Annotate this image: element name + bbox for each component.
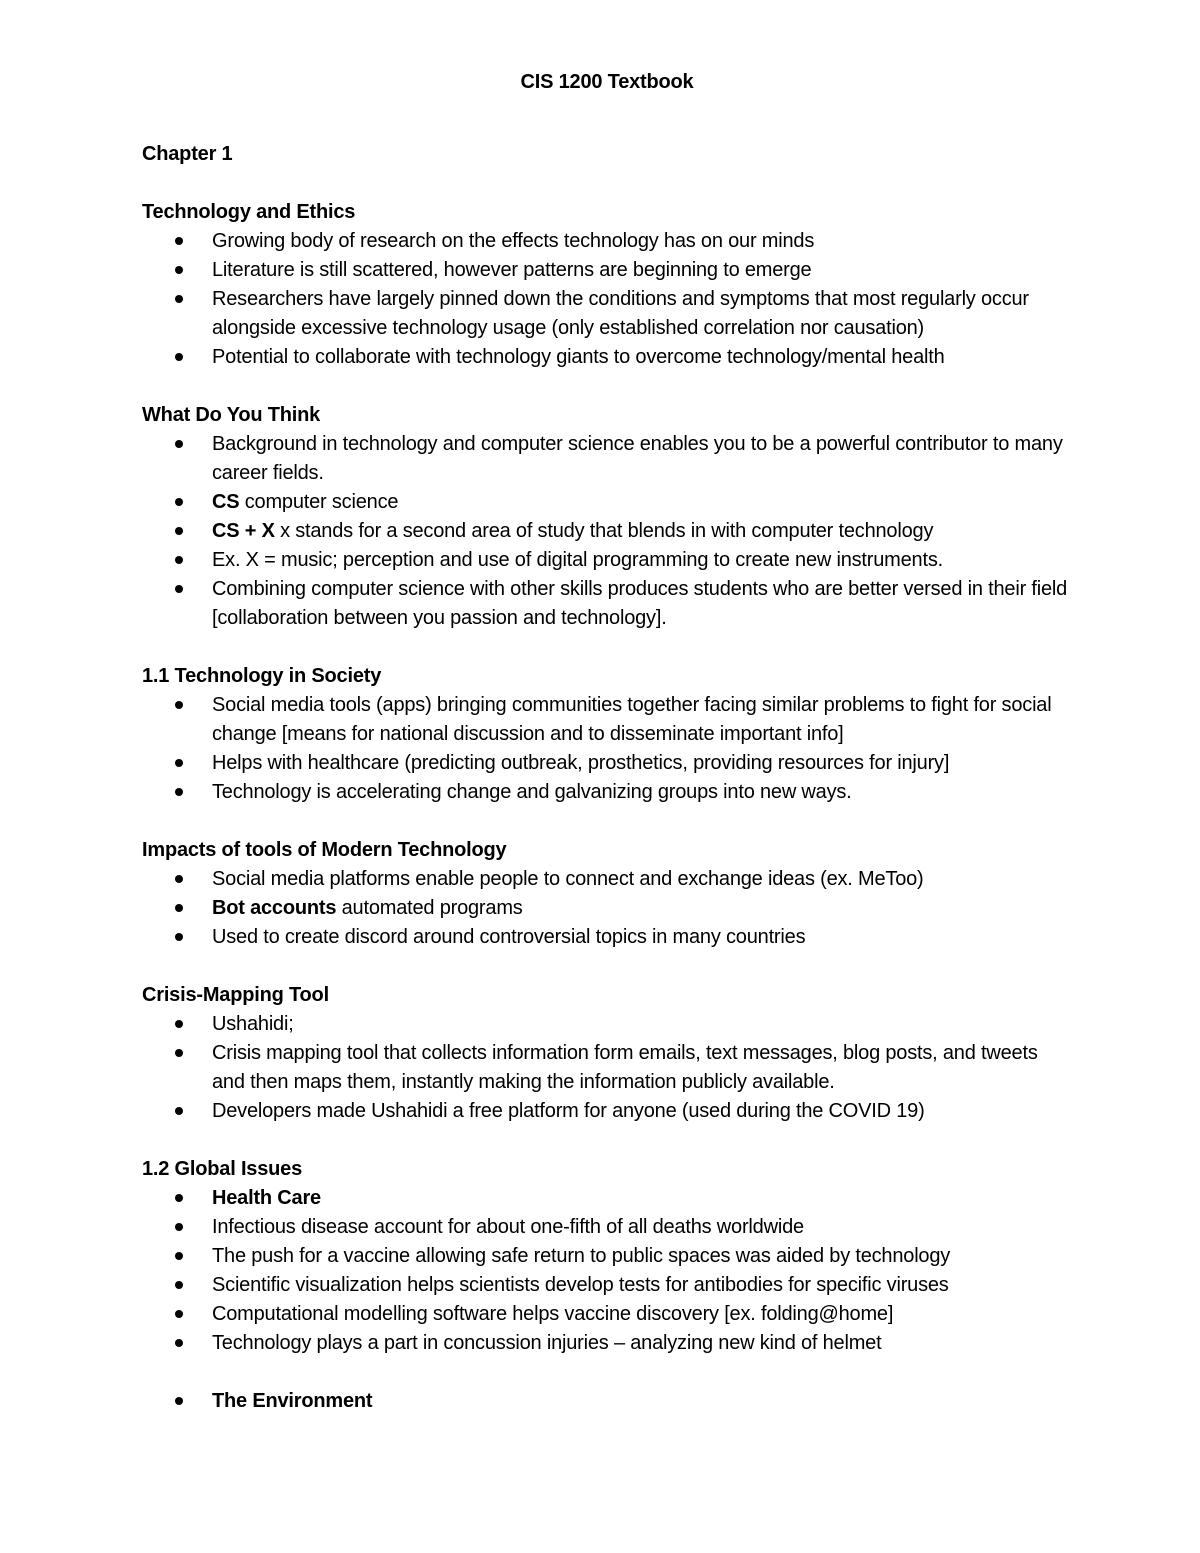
list-item: Computational modelling software helps vaccine discovery [ex. folding@home] xyxy=(142,1300,1072,1329)
bullet-icon xyxy=(175,1281,183,1289)
list-item: Background in technology and computer science enables you to be a powerful contributor to many career fields. xyxy=(142,430,1072,488)
document-title: CIS 1200 Textbook xyxy=(520,71,694,93)
bullet-icon xyxy=(175,1339,183,1347)
bullet-icon xyxy=(175,759,183,767)
list-item: CS + X x stands for a second area of study that blends in with computer technology xyxy=(142,517,1072,546)
section-crisis-mapping-tool xyxy=(142,981,1072,1126)
bullet-icon xyxy=(175,904,183,912)
bullet-icon xyxy=(175,875,183,883)
list-item: Researchers have largely pinned down the conditions and symptoms that most regularly occur alongside excessive technology usage (only established correlation nor causation) xyxy=(142,285,1072,343)
bullet-icon xyxy=(175,1049,183,1057)
bullet-icon xyxy=(175,1020,183,1028)
list-item: Developers made Ushahidi a free platform for anyone (used during the COVID 19) xyxy=(142,1097,1072,1126)
section-what-do-you-think xyxy=(142,401,1072,633)
list-item: Helps with healthcare (predicting outbreak, prosthetics, providing resources for injury] xyxy=(142,749,1072,778)
list-item: Technology plays a part in concussion injuries – analyzing new kind of helmet xyxy=(142,1329,1072,1358)
bullet-icon xyxy=(175,585,183,593)
list-item: Ex. X = music; perception and use of digital programming to create new instruments. xyxy=(142,546,1072,575)
bullet-list xyxy=(142,1010,1072,1126)
section-heading: Crisis-Mapping Tool xyxy=(142,984,329,1006)
list-item: Infectious disease account for about one-fifth of all deaths worldwide xyxy=(142,1213,1072,1242)
section-heading: What Do You Think xyxy=(142,404,321,426)
list-item: The Environment xyxy=(142,1387,1072,1416)
chapter-heading: Chapter 1 xyxy=(142,143,233,165)
bullet-icon xyxy=(175,1107,183,1115)
bullet-list xyxy=(142,430,1072,633)
list-item: Bot accounts automated programs xyxy=(142,894,1072,923)
bullet-icon xyxy=(175,353,183,361)
section-heading: Technology and Ethics xyxy=(142,201,356,223)
section-heading: 1.1 Technology in Society xyxy=(142,665,382,687)
list-item: Social media tools (apps) bringing communities together facing similar problems to fight for social change [means for national discussion and to disseminate important info] xyxy=(142,691,1072,749)
list-item: The push for a vaccine allowing safe return to public spaces was aided by technology xyxy=(142,1242,1072,1271)
section-heading: Impacts of tools of Modern Technology xyxy=(142,839,507,861)
bullet-icon xyxy=(175,701,183,709)
section-technology-and-ethics xyxy=(142,198,1072,372)
bullet-icon xyxy=(175,266,183,274)
bullet-icon xyxy=(175,933,183,941)
bullet-icon xyxy=(175,1194,183,1202)
list-item: Literature is still scattered, however patterns are beginning to emerge xyxy=(142,256,1072,285)
list-item: Growing body of research on the effects technology has on our minds xyxy=(142,227,1072,256)
bullet-list xyxy=(142,227,1072,372)
list-item: Combining computer science with other skills produces students who are better versed in their field [collaboration between you passion and technology]. xyxy=(142,575,1072,633)
list-item: Ushahidi; xyxy=(142,1010,1072,1039)
bullet-list xyxy=(142,691,1072,807)
list-item: Crisis mapping tool that collects information form emails, text messages, blog posts, and tweets and then maps them, instantly making the information publicly available. xyxy=(142,1039,1072,1097)
bullet-icon xyxy=(175,498,183,506)
bullet-icon xyxy=(175,237,183,245)
document-page xyxy=(142,68,1072,1445)
list-item: Potential to collaborate with technology giants to overcome technology/mental health xyxy=(142,343,1072,372)
bullet-icon xyxy=(175,788,183,796)
bullet-icon xyxy=(175,295,183,303)
section-impacts-modern-technology xyxy=(142,836,1072,952)
bullet-icon xyxy=(175,556,183,564)
bullet-icon xyxy=(175,1310,183,1318)
list-item: CS computer science xyxy=(142,488,1072,517)
bullet-icon xyxy=(175,440,183,448)
bullet-list xyxy=(142,1184,1072,1416)
list-item: Used to create discord around controversial topics in many countries xyxy=(142,923,1072,952)
bullet-icon xyxy=(175,527,183,535)
bullet-icon xyxy=(175,1397,183,1405)
list-item: Social media platforms enable people to connect and exchange ideas (ex. MeToo) xyxy=(142,865,1072,894)
section-technology-in-society xyxy=(142,662,1072,807)
list-item: Health Care xyxy=(142,1184,1072,1213)
list-item: Technology is accelerating change and galvanizing groups into new ways. xyxy=(142,778,1072,807)
bullet-list xyxy=(142,865,1072,952)
list-item: Scientific visualization helps scientists develop tests for antibodies for specific viruses xyxy=(142,1271,1072,1300)
section-heading: 1.2 Global Issues xyxy=(142,1158,303,1180)
section-global-issues xyxy=(142,1155,1072,1416)
bullet-icon xyxy=(175,1252,183,1260)
bullet-icon xyxy=(175,1223,183,1231)
